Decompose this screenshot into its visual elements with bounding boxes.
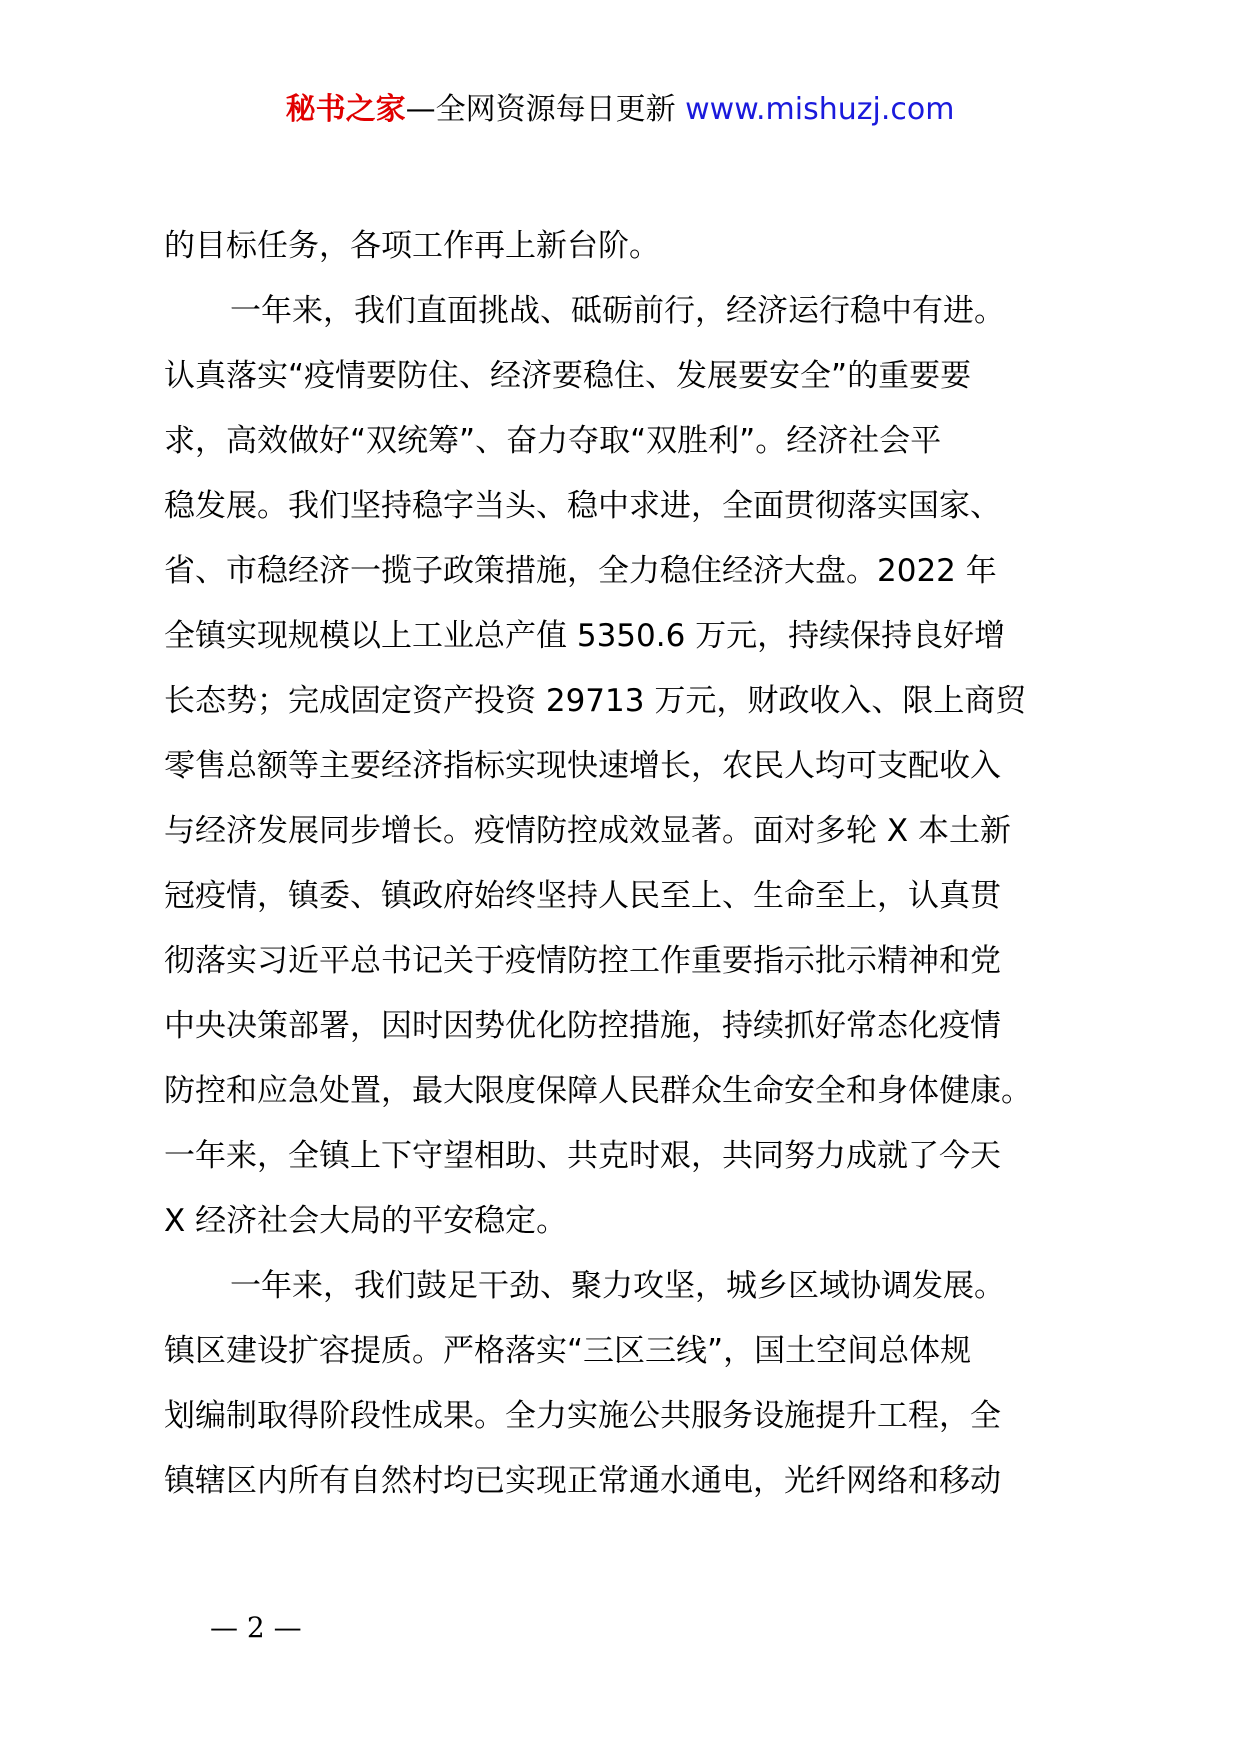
page-number: — 2 —	[210, 1611, 302, 1644]
text-line: 与经济发展同步增长。疫情防控成效显著。面对多轮 X 本土新	[164, 813, 1011, 849]
text-line: 划编制取得阶段性成果。全力实施公共服务设施提升工程，全	[164, 1398, 1001, 1434]
text-line: 中央决策部署，因时因势优化防控措施，持续抓好常态化疫情	[164, 1008, 1001, 1044]
document-header	[0, 88, 1240, 132]
header-tagline: —全网资源每日更新	[405, 92, 676, 127]
document-body	[164, 214, 1094, 1514]
text-line: 一年来，全镇上下守望相助、共克时艰，共同努力成就了今天	[164, 1138, 1001, 1174]
text-line: 镇辖区内所有自然村均已实现正常通水通电，光纤网络和移动	[164, 1463, 1001, 1499]
text-line: 冠疫情，镇委、镇政府始终坚持人民至上、生命至上，认真贯	[164, 878, 1001, 914]
text-line: 防控和应急处置，最大限度保障人民群众生命安全和身体健康。	[164, 1073, 1032, 1109]
paragraph-start-line: 一年来，我们直面挑战、砥砺前行，经济运行稳中有进。	[230, 293, 1005, 329]
paragraph-start-line: 一年来，我们鼓足干劲、聚力攻坚，城乡区域协调发展。	[230, 1268, 1005, 1304]
text-line: X 经济社会大局的平安稳定。	[164, 1203, 568, 1239]
header-url-link[interactable]: www.mishuzj.com	[685, 92, 955, 127]
text-line: 长态势；完成固定资产投资 29713 万元，财政收入、限上商贸	[164, 683, 1027, 719]
text-line: 省、市稳经济一揽子政策措施，全力稳住经济大盘。2022 年	[164, 553, 997, 589]
text-line: 求，高效做好“双统筹”、奋力夺取“双胜利”。经济社会平	[164, 423, 942, 459]
text-line: 彻落实习近平总书记关于疫情防控工作重要指示批示精神和党	[164, 943, 1001, 979]
text-line: 稳发展。我们坚持稳字当头、稳中求进，全面贯彻落实国家、	[164, 488, 1001, 524]
text-line: 的目标任务，各项工作再上新台阶。	[164, 228, 660, 264]
text-line: 零售总额等主要经济指标实现快速增长，农民人均可支配收入	[164, 748, 1001, 784]
text-line: 全镇实现规模以上工业总产值 5350.6 万元，持续保持良好增	[164, 618, 1006, 654]
text-line: 镇区建设扩容提质。严格落实“三区三线”，国土空间总体规	[164, 1333, 972, 1369]
header-brand: 秘书之家	[285, 92, 406, 127]
text-line: 认真落实“疫情要防住、经济要稳住、发展要安全”的重要要	[164, 358, 972, 394]
